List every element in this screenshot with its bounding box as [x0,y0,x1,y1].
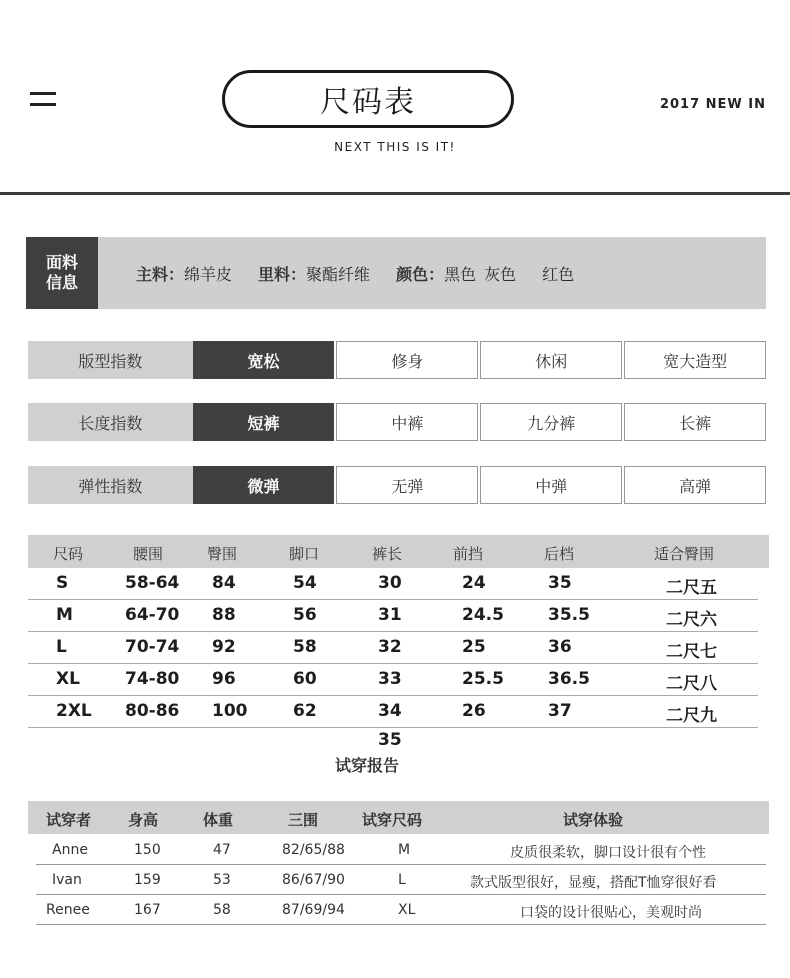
back-rise-cell: 36 [548,637,572,657]
stretch-index-row [28,466,766,504]
size-header-size: 尺码 [53,545,84,563]
experience-cell: 款式版型很好，显瘦，搭配T恤穿很好看 [470,875,717,891]
stretch-index-selected[interactable]: 微弹 [193,466,335,504]
fit-hip-cell: 二尺五 [666,578,717,598]
row-divider [36,924,766,925]
tester-cell: Renee [46,902,90,918]
height-cell: 167 [134,902,161,918]
hem-cell: 60 [293,669,317,689]
fit-index-label: 版型指数 [28,341,193,379]
waist-cell: 80-86 [125,701,180,721]
waist-cell: 70-74 [125,637,180,657]
fabric-tag-line2: 信息 [45,273,78,292]
lining-key: 里料： [258,265,307,284]
lining-value: 聚酯纤维 [306,265,371,284]
length-index-selected[interactable]: 短裤 [193,403,335,441]
size-header-hip: 臀围 [207,545,238,563]
hip-cell: 88 [212,605,236,625]
stretch-index-option-none[interactable]: 无弹 [336,466,478,504]
measurements-cell: 82/65/88 [282,842,345,858]
fabric-tag-line1: 面料 [45,253,78,272]
main-material-value: 绵羊皮 [184,265,233,284]
fit-index-option-slim[interactable]: 修身 [336,341,478,379]
experience-cell: 皮质很柔软，脚口设计很有个性 [510,845,706,861]
waist-cell: 58-64 [125,573,180,593]
fit-hip-cell: 二尺八 [666,674,717,694]
weight-cell: 53 [213,872,231,888]
fit-index-option-casual[interactable]: 休闲 [480,341,622,379]
trial-size-cell: L [398,872,406,888]
hem-cell: 58 [293,637,317,657]
hip-cell: 96 [212,669,236,689]
size-cell: XL [56,669,80,689]
size-header-waist: 腰围 [133,545,164,563]
trial-header-experience: 试穿体验 [563,811,624,829]
front-rise-cell: 24 [462,573,486,593]
table-row [28,664,758,696]
stretch-index-label: 弹性指数 [28,466,193,504]
table-row [28,632,758,664]
length-cell: 30 [378,573,402,593]
hem-cell: 62 [293,701,317,721]
new-in-tag: 2017 NEW IN [659,97,766,112]
color-black: 黑色 [444,265,477,284]
length-index-option-long[interactable]: 长裤 [624,403,766,441]
front-rise-cell: 26 [462,701,486,721]
hip-cell: 84 [212,573,236,593]
trial-header-size: 试穿尺码 [362,811,423,829]
trial-header-weight: 体重 [203,811,234,829]
back-rise-cell: 36.5 [548,669,590,689]
stretch-index-option-mid[interactable]: 中弹 [480,466,622,504]
size-cell: S [56,573,69,593]
row-divider [28,727,758,728]
size-header-length: 裤长 [372,545,403,563]
table-row [28,696,758,728]
fabric-details [136,262,574,285]
measurements-cell: 87/69/94 [282,902,345,918]
main-material-key: 主料： [136,265,185,284]
length-index-option-mid[interactable]: 中裤 [336,403,478,441]
table-row [36,865,766,895]
color-red: 红色 [542,265,575,284]
hem-cell: 56 [293,605,317,625]
waist-cell: 74-80 [125,669,180,689]
length-cell: 31 [378,605,402,625]
size-cell: M [56,605,73,625]
tester-cell: Ivan [52,872,82,888]
stretch-index-option-high[interactable]: 高弹 [624,466,766,504]
hem-cell: 54 [293,573,317,593]
fit-hip-cell: 二尺六 [666,610,717,630]
fit-index-row [28,341,766,379]
size-table-extra-value: 35 [378,730,402,750]
size-header-hem: 脚口 [289,545,320,563]
hip-cell: 100 [212,701,248,721]
length-index-option-ninth[interactable]: 九分裤 [480,403,622,441]
color-key: 颜色： [396,265,445,284]
color-gray: 灰色 [484,265,517,284]
front-rise-cell: 25 [462,637,486,657]
table-row [36,835,766,865]
fit-index-selected[interactable]: 宽松 [193,341,335,379]
trial-header-measurements: 三围 [288,811,319,829]
hip-cell: 92 [212,637,236,657]
table-row [36,895,766,925]
trial-report-title: 试穿报告 [334,756,399,775]
trial-size-cell: XL [398,902,416,918]
size-header-fit-hip: 适合臀围 [654,545,715,563]
back-rise-cell: 37 [548,701,572,721]
fit-index-option-oversized[interactable]: 宽大造型 [624,341,766,379]
menu-icon[interactable] [30,92,56,108]
measurements-cell: 86/67/90 [282,872,345,888]
trial-header-tester: 试穿者 [46,811,92,829]
trial-size-cell: M [398,842,411,858]
page-title: 尺码表 [222,70,514,128]
front-rise-cell: 25.5 [462,669,504,689]
table-row [28,600,758,632]
size-cell: L [56,637,67,657]
fit-hip-cell: 二尺七 [666,642,717,662]
trial-header-height: 身高 [128,811,159,829]
size-header-back-rise: 后档 [544,545,575,563]
weight-cell: 58 [213,902,231,918]
size-header-front-rise: 前挡 [453,545,484,563]
length-cell: 33 [378,669,402,689]
length-index-label: 长度指数 [28,403,193,441]
length-cell: 34 [378,701,402,721]
experience-cell: 口袋的设计很贴心，美观时尚 [520,905,702,921]
waist-cell: 64-70 [125,605,180,625]
height-cell: 150 [134,842,161,858]
table-row [28,568,758,600]
tester-cell: Anne [52,842,88,858]
length-index-row [28,403,766,441]
back-rise-cell: 35 [548,573,572,593]
fit-hip-cell: 二尺九 [666,706,717,726]
weight-cell: 47 [213,842,231,858]
height-cell: 159 [134,872,161,888]
front-rise-cell: 24.5 [462,605,504,625]
back-rise-cell: 35.5 [548,605,590,625]
size-cell: 2XL [56,701,92,721]
header-divider [0,192,790,195]
subtitle: NEXT THIS IS IT! [334,140,456,154]
length-cell: 32 [378,637,402,657]
fabric-info-tag [26,237,98,309]
